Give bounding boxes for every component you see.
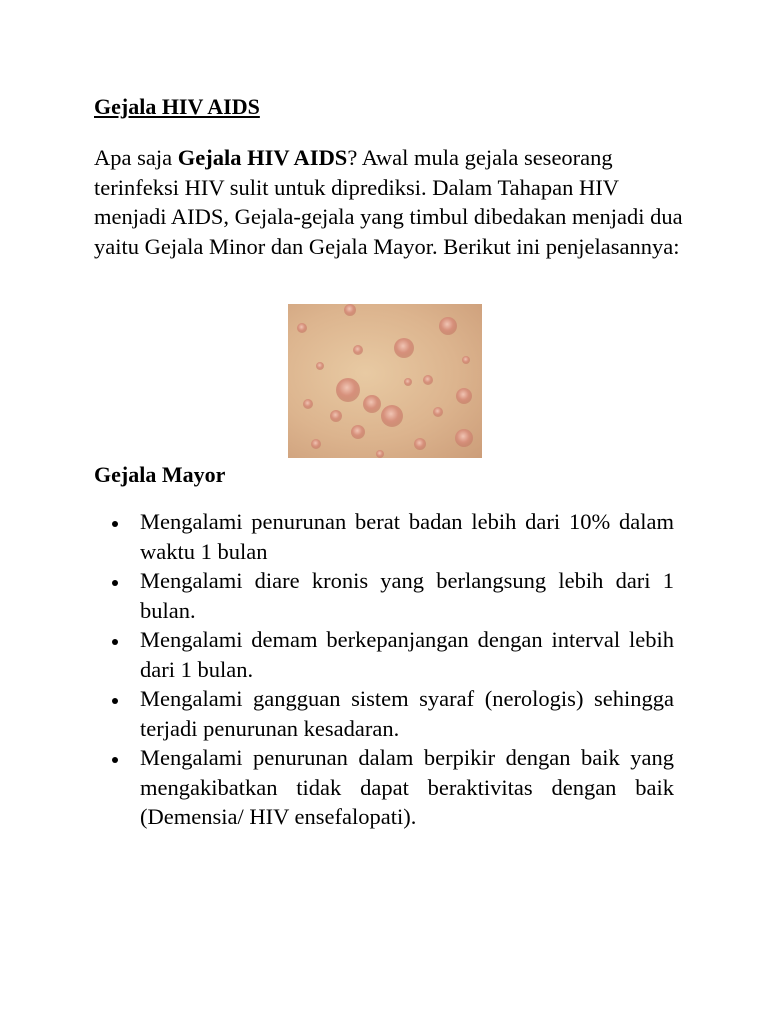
list-item <box>110 507 674 566</box>
intro-bold-term: Gejala HIV AIDS <box>177 145 348 170</box>
bullet-icon <box>112 580 118 586</box>
intro-paragraph <box>94 143 684 261</box>
list-item-text: Mengalami diare kronis yang berlangsung lebih dari 1 bulan. <box>140 568 674 623</box>
bullet-icon <box>112 639 118 645</box>
section-heading: Gejala Mayor <box>94 462 226 487</box>
list-item <box>110 743 674 832</box>
list-item-text: Mengalami penurunan berat badan lebih dari 10% dalam waktu 1 bulan <box>140 509 674 564</box>
list-item <box>110 684 674 743</box>
list-item-text: Mengalami penurunan dalam berpikir dengan baik yang mengakibatkan tidak dapat beraktivitas dengan baik (Demensia/ HIV ensefalopati). <box>140 745 674 829</box>
skin-rash-photo <box>288 304 482 458</box>
bullet-icon <box>112 757 118 763</box>
list-item-text: Mengalami gangguan sistem syaraf (nerologis) sehingga terjadi penurunan kesadaran. <box>140 686 674 741</box>
skin-rash-illustration <box>288 304 482 458</box>
list-item <box>110 625 674 684</box>
page-title: Gejala HIV AIDS <box>94 94 260 119</box>
symptom-list <box>110 507 674 832</box>
list-item-text: Mengalami demam berkepanjangan dengan interval lebih dari 1 bulan. <box>140 627 674 682</box>
intro-text-start: Apa saja <box>94 145 178 170</box>
intro-text-rest: ? Awal mula gejala seseorang terinfeksi HIV sulit untuk diprediksi. Dalam Tahapan HIV menjadi AIDS, Gejala-gejala yang timbul dibedakan menjadi dua yaitu Gejala Minor dan Gejala Mayor. Berikut ini penjelasannya: <box>94 145 683 259</box>
list-item <box>110 566 674 625</box>
bullet-icon <box>112 521 118 527</box>
bullet-icon <box>112 698 118 704</box>
